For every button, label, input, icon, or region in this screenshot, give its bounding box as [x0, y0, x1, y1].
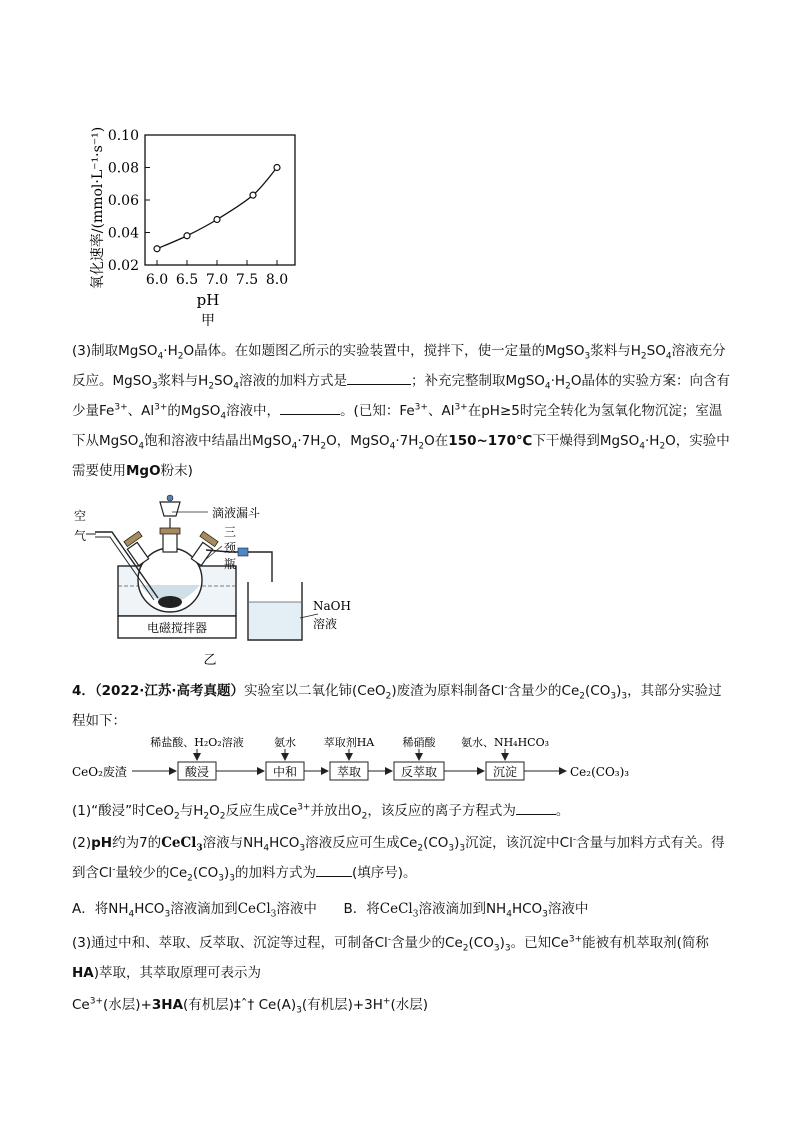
- flow-start: CeO₂废渣: [72, 765, 127, 779]
- x-tick-label: 7.0: [205, 272, 229, 288]
- y-tick-label: 0.02: [107, 258, 139, 274]
- y-tick-label: 0.04: [107, 225, 139, 242]
- chart-plot-area: [89, 127, 295, 329]
- flow-reagent-label: 稀盐酸、H₂O₂溶液: [150, 736, 244, 749]
- data-point: [274, 165, 280, 171]
- caption-jia: 甲: [201, 313, 215, 329]
- question-4-sub1: (1)“酸浸”时CeO$_2$与$H_2O_2$反应生成$Ce^{3+}$并放出$O_2$，该反应的离子方程式为 。: [72, 796, 732, 826]
- option-a[interactable]: A．将$NH_4HCO_3$溶液滴加到CeCl$_3$溶液中: [72, 901, 317, 920]
- question-source: （2022·江苏·高考真题）: [94, 683, 244, 699]
- flow-step-label: 萃取: [336, 765, 362, 779]
- extraction-equation: $Ce^{3+}$(水层)+3HA(有机层)‡ˆ† $Ce(A)_3$(有机层)+3H+(水层): [72, 996, 429, 1016]
- data-point: [154, 246, 160, 252]
- x-tick-label: 8.0: [265, 272, 289, 288]
- label-solution: 溶液: [313, 617, 338, 631]
- y-tick-label: 0.08: [107, 160, 139, 177]
- question-number: 4．: [72, 683, 95, 699]
- flow-step-label: 中和: [272, 765, 298, 779]
- flow-reagent-label: 氨水、NH₄HCO₃: [460, 736, 550, 749]
- flow-reagent-label: 稀硝酸: [402, 736, 436, 749]
- label-stirrer: 电磁搅拌器: [146, 621, 208, 635]
- y-axis-label: 氧化速率/(mmol·L⁻¹·s⁻¹): [90, 126, 106, 290]
- apparatus-yi: [0, 490, 794, 670]
- x-tick-label: 6.5: [175, 272, 199, 288]
- data-point: [214, 217, 220, 223]
- process-flow: [0, 734, 794, 794]
- label-naoh: NaOH: [313, 599, 351, 613]
- flow-step-label: 酸浸: [184, 765, 210, 779]
- data-point: [250, 192, 256, 198]
- y-tick-label: 0.06: [107, 193, 139, 209]
- question-4-sub3: (3)通过中和、萃取、反萃取、沉淀等过程，可制备Cl-含量少的$Ce_2(CO_3)_3$。已知$Ce^{3+}$能被有机萃取剂(简称HA)萃取，其萃取原理可表示为: [72, 934, 709, 981]
- stir-bar: [158, 596, 182, 608]
- chart-frame: [145, 135, 295, 265]
- dropping-funnel: [160, 502, 180, 516]
- series-line: [157, 168, 277, 249]
- option-b[interactable]: B．将CeCl$_3$溶液滴加到$NH_4HCO_3$溶液中: [343, 901, 589, 920]
- caption-yi: 乙: [203, 653, 217, 668]
- label-air: 空气: [74, 509, 87, 543]
- x-tick-label: 7.5: [235, 272, 259, 288]
- flow-reagent-label: 萃取剂HA: [323, 736, 375, 749]
- flow-reagent-label: 氨水: [274, 736, 296, 749]
- y-tick-label: 0.10: [107, 128, 139, 144]
- label-funnel: 滴液漏斗: [212, 506, 261, 520]
- question-4-options: [72, 894, 732, 924]
- x-axis-label: pH: [196, 291, 220, 309]
- label-flask: 三颈瓶: [224, 525, 237, 571]
- flow-step-label: 反萃取: [400, 765, 438, 779]
- flow-step-label: 沉淀: [492, 765, 518, 779]
- question-3-paragraph: (3)制取$MgSO_4\cdot H_2O$晶体。在如题图乙所示的实验装置中，搅拌下，使一定量的MgSO$_3$浆料与$H_2SO_4$溶液充分反应。MgSO$_3$浆料与$H_2SO_4$溶液的加料方式是 ；补充完整制取$MgSO_4\cdot H_2O$晶体的实验方案：向含有少量$Fe^{3+}$、$Al^{3+}$的MgSO$_4$溶液中， 。(已知：$Fe^{3+}$、$Al^{3+}$在pH≥5时完全转化为氢氧化物沉淀；室温下从MgSO$_4$饱和溶液中结晶出$MgSO_4\cdot 7H_2O$，$MgSO_4\cdot 7H_2O$在150~170℃下干燥得到$MgSO_4\cdot H_2O$，实验中需要使用MgO粉末): [72, 343, 730, 479]
- question-4-sub2: (2)pH约为7的CeCl$_3$溶液与$NH_4HCO_3$溶液反应可生成$Ce_2(CO_3)_3$沉淀，该沉淀中Cl-含量与加料方式有关。得到含Cl-量较少的$Ce_2(CO_3)_3$的加料方式为 (填序号)。: [72, 834, 725, 884]
- chart-jia: [0, 0, 794, 340]
- flow-end: Ce₂(CO₃)₃: [570, 765, 630, 779]
- data-point: [184, 233, 190, 239]
- x-tick-label: 6.0: [145, 272, 169, 288]
- question-4-intro: 4．（2022·江苏·高考真题）实验室以二氧化铈(CeO$_2$)废渣为原料制备Cl-含量少的$Ce_2(CO_3)_3$，其部分实验过程如下：: [72, 682, 722, 729]
